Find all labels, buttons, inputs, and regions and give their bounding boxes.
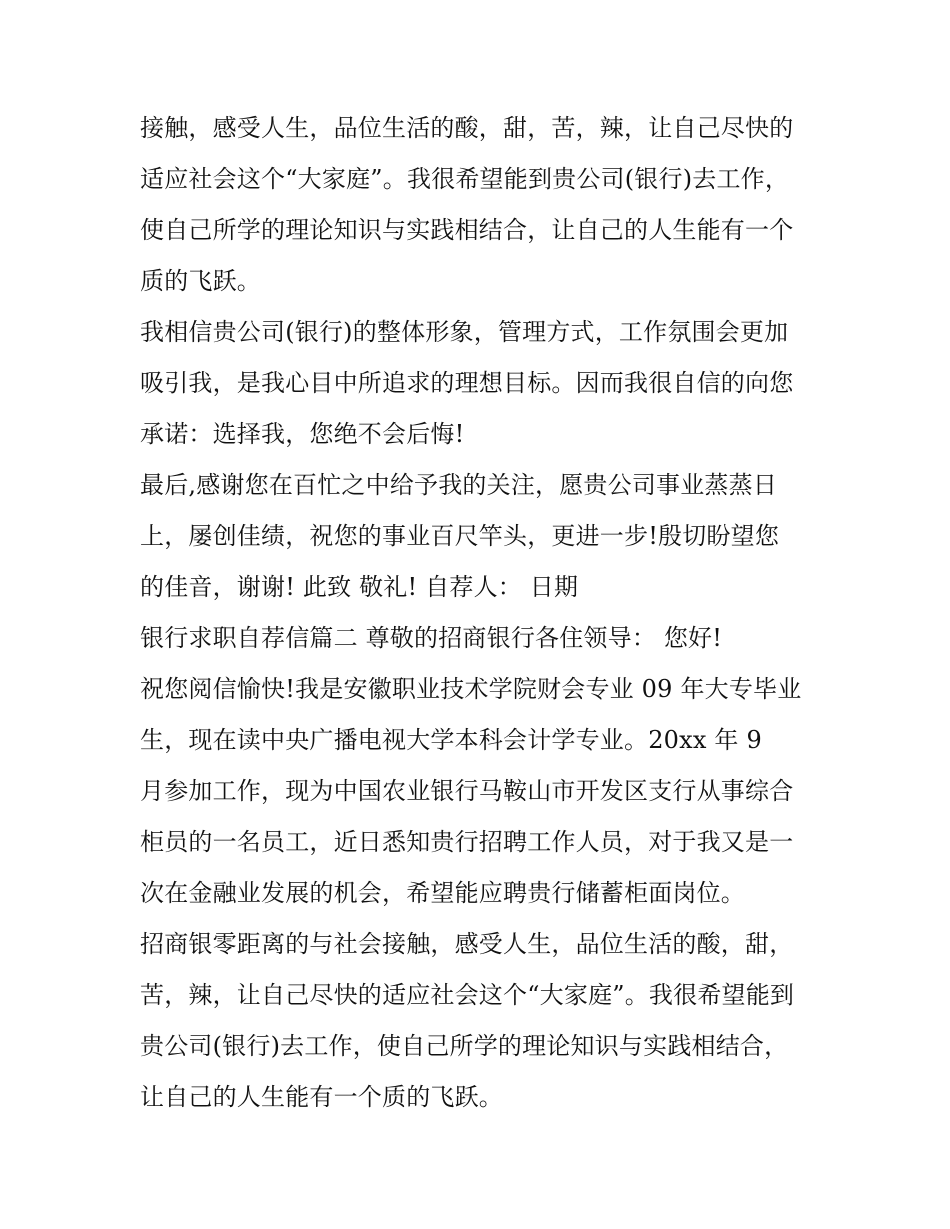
text-line: 我相信贵公司(银行)的整体形象，管理方式，工作氛围会更加 [140, 318, 789, 346]
text-line: 生，现在读中央广播电视大学本科会计学专业。20xx 年 9 [140, 726, 762, 754]
text-line: 次在金融业发展的机会，希望能应聘贵行储蓄柜面岗位。 [140, 879, 745, 907]
text-line: 月参加工作，现为中国农业银行马鞍山市开发区支行从事综合 [140, 777, 794, 805]
text-line: 质的飞跃。 [140, 267, 261, 295]
text-line: 承诺：选择我，您绝不会后悔! [140, 420, 465, 448]
text-line: 适应社会这个“大家庭”。我很希望能到贵公司(银行)去工作， [140, 165, 790, 193]
text-line: 柜员的一名员工，近日悉知贵行招聘工作人员，对于我又是一 [140, 828, 794, 856]
text-line: 让自己的人生能有一个质的飞跃。 [140, 1083, 503, 1111]
text-line: 招商银零距离的与社会接触，感受人生，品位生活的酸，甜， [140, 930, 794, 958]
text-line: 使自己所学的理论知识与实践相结合，让自己的人生能有一个 [140, 216, 794, 244]
text-line: 最后,感谢您在百忙之中给予我的关注，愿贵公司事业蒸蒸日 [140, 471, 778, 499]
text-line: 吸引我，是我心目中所追求的理想目标。因而我很自信的向您 [140, 369, 794, 397]
text-line: 贵公司(银行)去工作，使自己所学的理论知识与实践相结合， [140, 1032, 789, 1060]
text-line: 祝您阅信愉快!我是安徽职业技术学院财会专业 09 年大专毕业 [140, 675, 802, 703]
text-line: 苦，辣，让自己尽快的适应社会这个“大家庭”。我很希望能到 [140, 981, 795, 1009]
text-line: 银行求职自荐信篇二 尊敬的招商银行各住领导： 您好! [140, 624, 723, 652]
text-line: 接触，感受人生，品位生活的酸，甜，苦，辣，让自己尽快的 [140, 114, 794, 142]
text-line: 上，屡创佳绩，祝您的事业百尺竿头，更进一步!殷切盼望您 [140, 522, 780, 550]
text-line: 的佳音，谢谢! 此致 敬礼! 自荐人： 日期 [140, 573, 579, 601]
document-body [140, 103, 820, 1123]
